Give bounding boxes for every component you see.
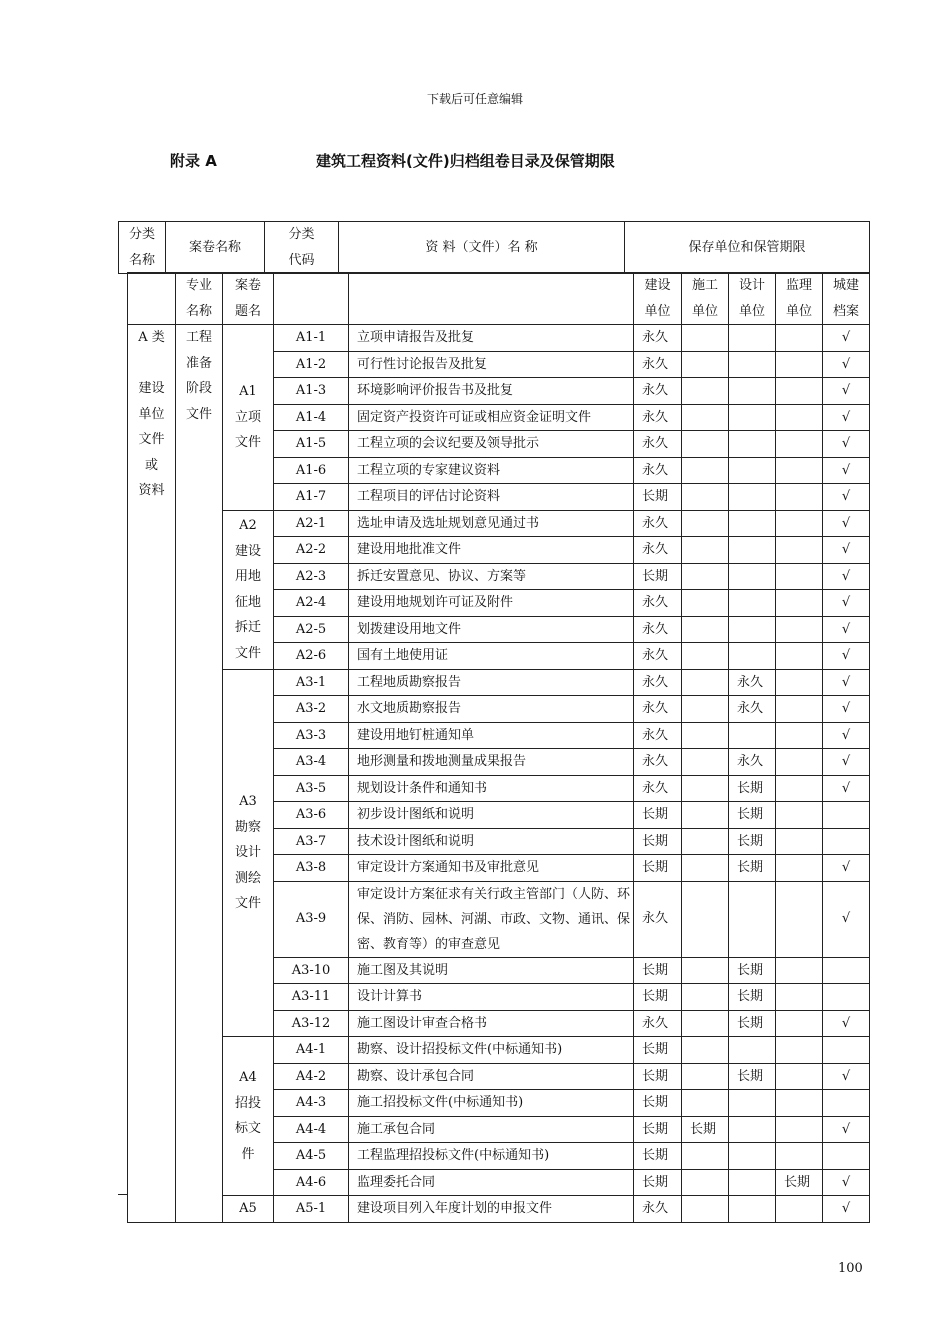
unit-construction-cell: 永久 [634, 696, 682, 723]
unit-construction-cell: 长期 [634, 1063, 682, 1090]
subheader-unit-builder: 施工 单位 [682, 273, 729, 325]
unit-construction-cell: 永久 [634, 510, 682, 537]
unit-design-cell [729, 590, 776, 617]
unit-builder-cell [682, 722, 729, 749]
unit-construction-cell: 永久 [634, 325, 682, 352]
code-cell: A3-1 [274, 669, 349, 696]
unit-construction-cell: 长期 [634, 1037, 682, 1064]
unit-construction-cell: 长期 [634, 1116, 682, 1143]
doc-name-cell: 工程地质勘察报告 [349, 669, 634, 696]
unit-archive-cell: √ [823, 1196, 870, 1223]
header-code: 分类 代码 [265, 222, 339, 274]
table-row [128, 510, 870, 537]
unit-supervision-cell [776, 669, 823, 696]
code-cell: A1-2 [274, 351, 349, 378]
unit-archive-cell: √ [823, 378, 870, 405]
unit-builder-cell [682, 1010, 729, 1037]
unit-builder-cell [682, 1143, 729, 1170]
code-cell: A3-9 [274, 881, 349, 957]
doc-name-cell: 勘察、设计承包合同 [349, 1063, 634, 1090]
unit-archive-cell [823, 984, 870, 1011]
doc-name-cell: 勘察、设计招投标文件(中标通知书) [349, 1037, 634, 1064]
unit-archive-cell: √ [823, 722, 870, 749]
doc-name-cell: 建设用地批准文件 [349, 537, 634, 564]
doc-name-cell: 环境影响评价报告书及批复 [349, 378, 634, 405]
unit-design-cell: 长期 [729, 855, 776, 882]
code-cell: A5-1 [274, 1196, 349, 1223]
unit-construction-cell: 永久 [634, 722, 682, 749]
subheader-row [128, 273, 870, 325]
code-cell: A2-3 [274, 563, 349, 590]
code-cell: A3-3 [274, 722, 349, 749]
doc-name-cell: 技术设计图纸和说明 [349, 828, 634, 855]
doc-name-cell: 建设项目列入年度计划的申报文件 [349, 1196, 634, 1223]
unit-design-cell [729, 1196, 776, 1223]
unit-design-cell: 长期 [729, 1010, 776, 1037]
doc-name-cell: 设计计算书 [349, 984, 634, 1011]
unit-archive-cell [823, 957, 870, 984]
unit-design-cell: 长期 [729, 775, 776, 802]
doc-name-cell: 工程立项的专家建议资料 [349, 457, 634, 484]
unit-design-cell [729, 722, 776, 749]
subheader-specialty: 专业 名称 [176, 273, 223, 325]
header-category: 分类 名称 [119, 222, 166, 274]
unit-supervision-cell [776, 510, 823, 537]
unit-design-cell [729, 457, 776, 484]
unit-design-cell [729, 351, 776, 378]
unit-builder-cell [682, 616, 729, 643]
unit-builder-cell [682, 802, 729, 829]
unit-design-cell [729, 510, 776, 537]
unit-archive-cell: √ [823, 457, 870, 484]
doc-name-cell: 规划设计条件和通知书 [349, 775, 634, 802]
unit-archive-cell: √ [823, 510, 870, 537]
unit-construction-cell: 永久 [634, 1010, 682, 1037]
unit-construction-cell: 长期 [634, 855, 682, 882]
unit-archive-cell: √ [823, 855, 870, 882]
unit-construction-cell: 永久 [634, 351, 682, 378]
unit-archive-cell: √ [823, 775, 870, 802]
doc-name-cell: 固定资产投资许可证或相应资金证明文件 [349, 404, 634, 431]
unit-supervision-cell [776, 616, 823, 643]
unit-supervision-cell [776, 722, 823, 749]
unit-supervision-cell [776, 563, 823, 590]
doc-name-cell: 划拨建设用地文件 [349, 616, 634, 643]
unit-design-cell [729, 1143, 776, 1170]
unit-construction-cell: 永久 [634, 537, 682, 564]
unit-supervision-cell [776, 984, 823, 1011]
code-cell: A4-1 [274, 1037, 349, 1064]
doc-name-cell: 建设用地规划许可证及附件 [349, 590, 634, 617]
unit-design-cell: 永久 [729, 669, 776, 696]
volume-title-cell: A2 建设 用地 征地 拆迁 文件 [223, 510, 274, 669]
unit-construction-cell: 长期 [634, 1143, 682, 1170]
unit-supervision-cell [776, 457, 823, 484]
unit-builder-cell [682, 828, 729, 855]
unit-archive-cell: √ [823, 749, 870, 776]
unit-archive-cell [823, 1037, 870, 1064]
header-doc-name: 资 料（文件）名 称 [339, 222, 625, 274]
code-cell: A4-3 [274, 1090, 349, 1117]
unit-builder-cell [682, 696, 729, 723]
unit-archive-cell: √ [823, 881, 870, 957]
unit-builder-cell: 长期 [682, 1116, 729, 1143]
unit-design-cell: 长期 [729, 1063, 776, 1090]
code-cell: A2-5 [274, 616, 349, 643]
unit-archive-cell [823, 1143, 870, 1170]
unit-design-cell [729, 1169, 776, 1196]
unit-archive-cell: √ [823, 1010, 870, 1037]
doc-name-cell: 审定设计方案征求有关行政主管部门（人防、环保、消防、园林、河湖、市政、文物、通讯、保密、教育等）的审查意见 [349, 881, 634, 957]
unit-supervision-cell [776, 484, 823, 511]
unit-design-cell [729, 431, 776, 458]
unit-builder-cell [682, 404, 729, 431]
unit-builder-cell [682, 457, 729, 484]
doc-name-cell: 地形测量和拨地测量成果报告 [349, 749, 634, 776]
doc-name-cell: 水文地质勘察报告 [349, 696, 634, 723]
code-cell: A3-11 [274, 984, 349, 1011]
unit-builder-cell [682, 351, 729, 378]
subheader-name-blank [349, 273, 634, 325]
unit-construction-cell: 永久 [634, 431, 682, 458]
unit-construction-cell: 永久 [634, 404, 682, 431]
doc-name-cell: 国有土地使用证 [349, 643, 634, 670]
code-cell: A4-2 [274, 1063, 349, 1090]
unit-design-cell [729, 1037, 776, 1064]
code-cell: A3-6 [274, 802, 349, 829]
unit-supervision-cell [776, 1143, 823, 1170]
volume-title-cell: A3 勘察 设计 测绘 文件 [223, 669, 274, 1037]
table-row [128, 1196, 870, 1223]
unit-design-cell [729, 563, 776, 590]
unit-supervision-cell [776, 1116, 823, 1143]
code-cell: A3-10 [274, 957, 349, 984]
unit-construction-cell: 永久 [634, 749, 682, 776]
unit-builder-cell [682, 590, 729, 617]
subheader-unit-design: 设计 单位 [729, 273, 776, 325]
unit-archive-cell: √ [823, 431, 870, 458]
code-cell: A3-8 [274, 855, 349, 882]
table-row [128, 325, 870, 352]
unit-builder-cell [682, 1169, 729, 1196]
unit-builder-cell [682, 775, 729, 802]
unit-design-cell [729, 1090, 776, 1117]
unit-archive-cell: √ [823, 351, 870, 378]
unit-builder-cell [682, 749, 729, 776]
appendix-label: 附录 A [170, 152, 217, 170]
subheader-code-blank [274, 273, 349, 325]
code-cell: A1-6 [274, 457, 349, 484]
unit-supervision-cell [776, 351, 823, 378]
unit-builder-cell [682, 431, 729, 458]
unit-construction-cell: 永久 [634, 457, 682, 484]
unit-builder-cell [682, 669, 729, 696]
unit-design-cell [729, 325, 776, 352]
code-cell: A2-4 [274, 590, 349, 617]
unit-design-cell: 长期 [729, 984, 776, 1011]
unit-archive-cell: √ [823, 563, 870, 590]
doc-name-cell: 立项申请报告及批复 [349, 325, 634, 352]
unit-archive-cell: √ [823, 404, 870, 431]
subheader-unit-construction: 建设 单位 [634, 273, 682, 325]
unit-builder-cell [682, 643, 729, 670]
volume-title-cell: A4 招投 标文 件 [223, 1037, 274, 1196]
header-table [118, 221, 870, 274]
unit-supervision-cell [776, 696, 823, 723]
unit-construction-cell: 永久 [634, 1196, 682, 1223]
specialty-cell: 工程 准备 阶段 文件 [176, 325, 223, 1223]
unit-archive-cell: √ [823, 1116, 870, 1143]
doc-name-cell: 工程项目的评估讨论资料 [349, 484, 634, 511]
code-cell: A3-2 [274, 696, 349, 723]
unit-design-cell: 永久 [729, 749, 776, 776]
unit-supervision-cell [776, 404, 823, 431]
unit-supervision-cell [776, 749, 823, 776]
code-cell: A3-4 [274, 749, 349, 776]
subheader-volume-title: 案卷 题名 [223, 273, 274, 325]
unit-design-cell [729, 484, 776, 511]
header-retention: 保存单位和保管期限 [625, 222, 870, 274]
code-cell: A4-4 [274, 1116, 349, 1143]
unit-construction-cell: 长期 [634, 828, 682, 855]
unit-archive-cell [823, 802, 870, 829]
page-title: 建筑工程资料(文件)归档组卷目录及保管期限 [316, 152, 615, 170]
page-number: 100 [838, 1261, 863, 1276]
unit-design-cell [729, 378, 776, 405]
doc-name-cell: 工程监理招投标文件(中标通知书) [349, 1143, 634, 1170]
category-cell: A 类 建设 单位 文件 或 资料 [128, 325, 176, 1223]
code-cell: A1-1 [274, 325, 349, 352]
unit-design-cell [729, 404, 776, 431]
unit-builder-cell [682, 1063, 729, 1090]
unit-builder-cell [682, 378, 729, 405]
doc-name-cell: 施工图设计审查合格书 [349, 1010, 634, 1037]
unit-construction-cell: 长期 [634, 1090, 682, 1117]
code-cell: A2-1 [274, 510, 349, 537]
unit-builder-cell [682, 563, 729, 590]
code-cell: A1-7 [274, 484, 349, 511]
unit-construction-cell: 长期 [634, 484, 682, 511]
unit-construction-cell: 长期 [634, 563, 682, 590]
table-stub-line [118, 1194, 127, 1195]
unit-supervision-cell: 长期 [776, 1169, 823, 1196]
code-cell: A4-5 [274, 1143, 349, 1170]
unit-supervision-cell [776, 1196, 823, 1223]
unit-supervision-cell [776, 1010, 823, 1037]
table-row [128, 1037, 870, 1064]
unit-construction-cell: 长期 [634, 1169, 682, 1196]
volume-title-cell: A1 立项 文件 [223, 325, 274, 511]
code-cell: A2-6 [274, 643, 349, 670]
unit-design-cell: 长期 [729, 802, 776, 829]
doc-name-cell: 建设用地钉桩通知单 [349, 722, 634, 749]
header-volume-name: 案卷名称 [166, 222, 265, 274]
unit-archive-cell: √ [823, 1063, 870, 1090]
code-cell: A3-5 [274, 775, 349, 802]
top-note: 下载后可任意编辑 [426, 92, 523, 106]
unit-supervision-cell [776, 378, 823, 405]
unit-construction-cell: 长期 [634, 957, 682, 984]
unit-construction-cell: 永久 [634, 590, 682, 617]
unit-construction-cell: 长期 [634, 802, 682, 829]
subheader-unit-supervision: 监理 单位 [776, 273, 823, 325]
archive-table [127, 272, 870, 1223]
unit-archive-cell: √ [823, 696, 870, 723]
table-row [128, 669, 870, 696]
unit-supervision-cell [776, 881, 823, 957]
unit-supervision-cell [776, 537, 823, 564]
code-cell: A3-7 [274, 828, 349, 855]
unit-supervision-cell [776, 431, 823, 458]
unit-design-cell [729, 643, 776, 670]
code-cell: A3-12 [274, 1010, 349, 1037]
unit-builder-cell [682, 1037, 729, 1064]
unit-supervision-cell [776, 957, 823, 984]
unit-builder-cell [682, 957, 729, 984]
unit-design-cell: 长期 [729, 828, 776, 855]
doc-name-cell: 施工招投标文件(中标通知书) [349, 1090, 634, 1117]
volume-title-cell: A5 [223, 1196, 274, 1223]
unit-archive-cell: √ [823, 484, 870, 511]
unit-supervision-cell [776, 775, 823, 802]
unit-supervision-cell [776, 802, 823, 829]
unit-supervision-cell [776, 1037, 823, 1064]
unit-builder-cell [682, 1196, 729, 1223]
unit-builder-cell [682, 325, 729, 352]
code-cell: A1-4 [274, 404, 349, 431]
doc-name-cell: 初步设计图纸和说明 [349, 802, 634, 829]
unit-builder-cell [682, 984, 729, 1011]
doc-name-cell: 可行性讨论报告及批复 [349, 351, 634, 378]
code-cell: A1-5 [274, 431, 349, 458]
unit-supervision-cell [776, 855, 823, 882]
unit-construction-cell: 永久 [634, 669, 682, 696]
unit-design-cell [729, 537, 776, 564]
doc-name-cell: 监理委托合同 [349, 1169, 634, 1196]
unit-construction-cell: 永久 [634, 881, 682, 957]
code-cell: A2-2 [274, 537, 349, 564]
unit-design-cell [729, 616, 776, 643]
unit-construction-cell: 永久 [634, 616, 682, 643]
unit-supervision-cell [776, 1090, 823, 1117]
unit-design-cell: 长期 [729, 957, 776, 984]
doc-name-cell: 工程立项的会议纪要及领导批示 [349, 431, 634, 458]
unit-design-cell [729, 881, 776, 957]
code-cell: A4-6 [274, 1169, 349, 1196]
unit-archive-cell: √ [823, 616, 870, 643]
unit-builder-cell [682, 855, 729, 882]
unit-builder-cell [682, 484, 729, 511]
unit-archive-cell [823, 1090, 870, 1117]
unit-archive-cell: √ [823, 537, 870, 564]
unit-archive-cell: √ [823, 1169, 870, 1196]
doc-name-cell: 选址申请及选址规划意见通过书 [349, 510, 634, 537]
unit-archive-cell [823, 828, 870, 855]
unit-builder-cell [682, 537, 729, 564]
unit-construction-cell: 长期 [634, 984, 682, 1011]
unit-builder-cell [682, 510, 729, 537]
unit-construction-cell: 永久 [634, 775, 682, 802]
unit-design-cell: 永久 [729, 696, 776, 723]
unit-supervision-cell [776, 325, 823, 352]
unit-builder-cell [682, 1090, 729, 1117]
doc-name-cell: 拆迁安置意见、协议、方案等 [349, 563, 634, 590]
unit-construction-cell: 永久 [634, 378, 682, 405]
unit-archive-cell: √ [823, 643, 870, 670]
archive-table-body [128, 273, 870, 1223]
doc-name-cell: 施工承包合同 [349, 1116, 634, 1143]
unit-builder-cell [682, 881, 729, 957]
unit-archive-cell: √ [823, 325, 870, 352]
doc-name-cell: 审定设计方案通知书及审批意见 [349, 855, 634, 882]
unit-supervision-cell [776, 643, 823, 670]
subheader-unit-archive: 城建 档案 [823, 273, 870, 325]
subheader-blank [128, 273, 176, 325]
unit-construction-cell: 永久 [634, 643, 682, 670]
unit-design-cell [729, 1116, 776, 1143]
doc-name-cell: 施工图及其说明 [349, 957, 634, 984]
unit-supervision-cell [776, 1063, 823, 1090]
unit-archive-cell: √ [823, 590, 870, 617]
unit-archive-cell: √ [823, 669, 870, 696]
unit-supervision-cell [776, 828, 823, 855]
unit-supervision-cell [776, 590, 823, 617]
code-cell: A1-3 [274, 378, 349, 405]
